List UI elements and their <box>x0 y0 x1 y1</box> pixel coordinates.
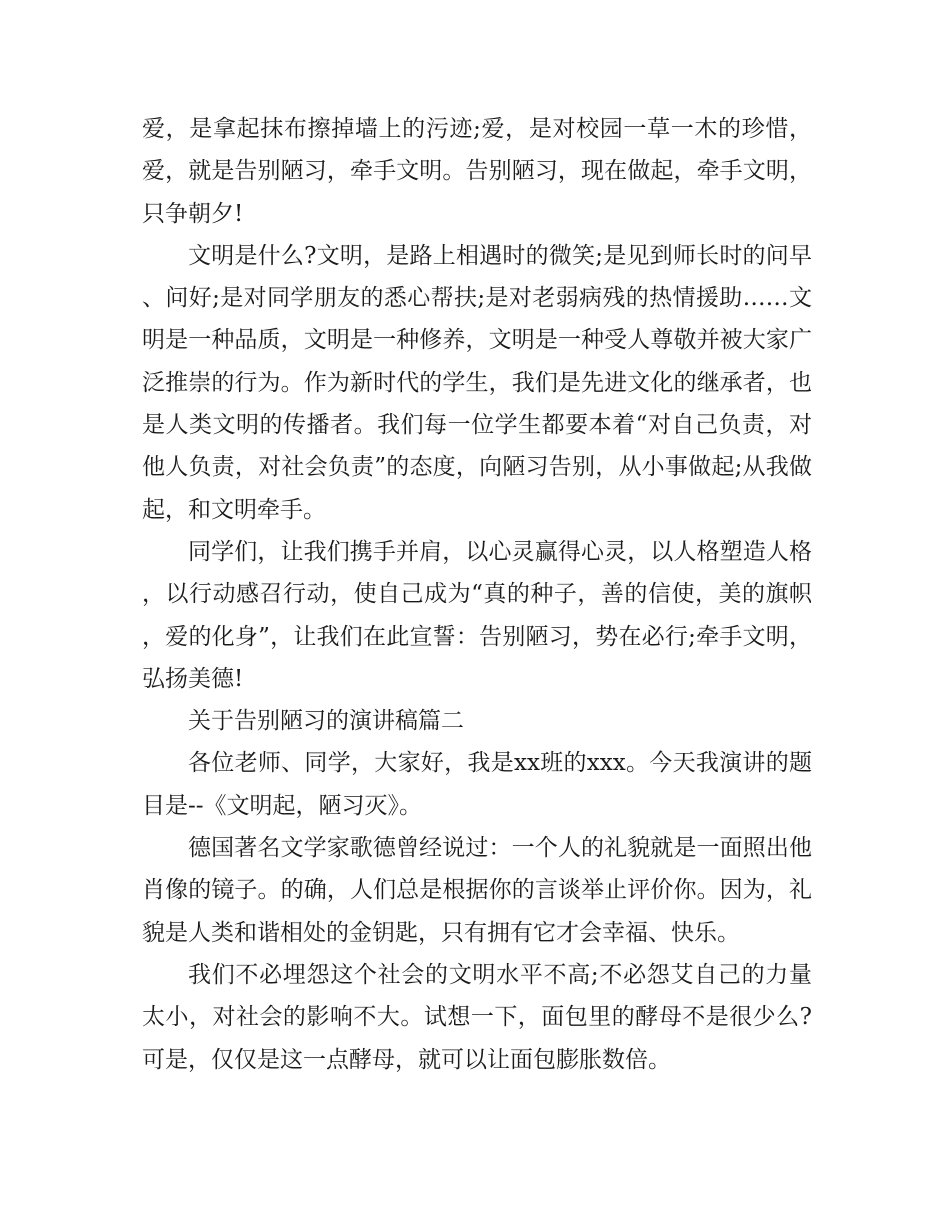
paragraph: 同学们，让我们携手并肩，以心灵赢得心灵，以人格塑造人格，以行动感召行动，使自己成为“真的种子，善的信使，美的旗帜，爱的化身”，让我们在此宣誓：告别陋习，势在必行;牵手文明，弘扬美德! <box>142 538 812 692</box>
paragraph: 文明是什么?文明，是路上相遇时的微笑;是见到师长时的问早、问好;是对同学朋友的悉心帮扶;是对老弱病残的热情援助……文明是一种品质，文明是一种修养，文明是一种受人尊敬并被大家广泛推崇的行为。作为新时代的学生，我们是先进文化的继承者，也是人类文明的传播者。我们每一位学生都要本着“对自己负责，对他人负责，对社会负责”的态度，向陋习告别，从小事做起;从我做起，和文明牵手。 <box>142 242 812 523</box>
paragraph: 德国著名文学家歌德曾经说过：一个人的礼貌就是一面照出他肖像的镜子。的确，人们总是根据你的言谈举止评价你。因为，礼貌是人类和谐相处的金钥匙，只有拥有它才会幸福、快乐。 <box>142 835 812 946</box>
paragraph: 爱，是拿起抹布擦掉墙上的污迹;爱，是对校园一草一木的珍惜，爱，就是告别陋习，牵手文明。告别陋习，现在做起，牵手文明，只争朝夕! <box>142 116 812 227</box>
paragraph: 各位老师、同学，大家好，我是xx班的xxx。今天我演讲的题目是--《文明起，陋习灭》。 <box>142 750 812 819</box>
document-body <box>142 108 812 1081</box>
section-heading: 关于告别陋习的演讲稿篇二 <box>188 708 464 735</box>
paragraph: 我们不必埋怨这个社会的文明水平不高;不必怨艾自己的力量太小，对社会的影响不大。试想一下，面包里的酵母不是很少么?可是，仅仅是这一点酵母，就可以让面包膨胀数倍。 <box>142 961 812 1073</box>
